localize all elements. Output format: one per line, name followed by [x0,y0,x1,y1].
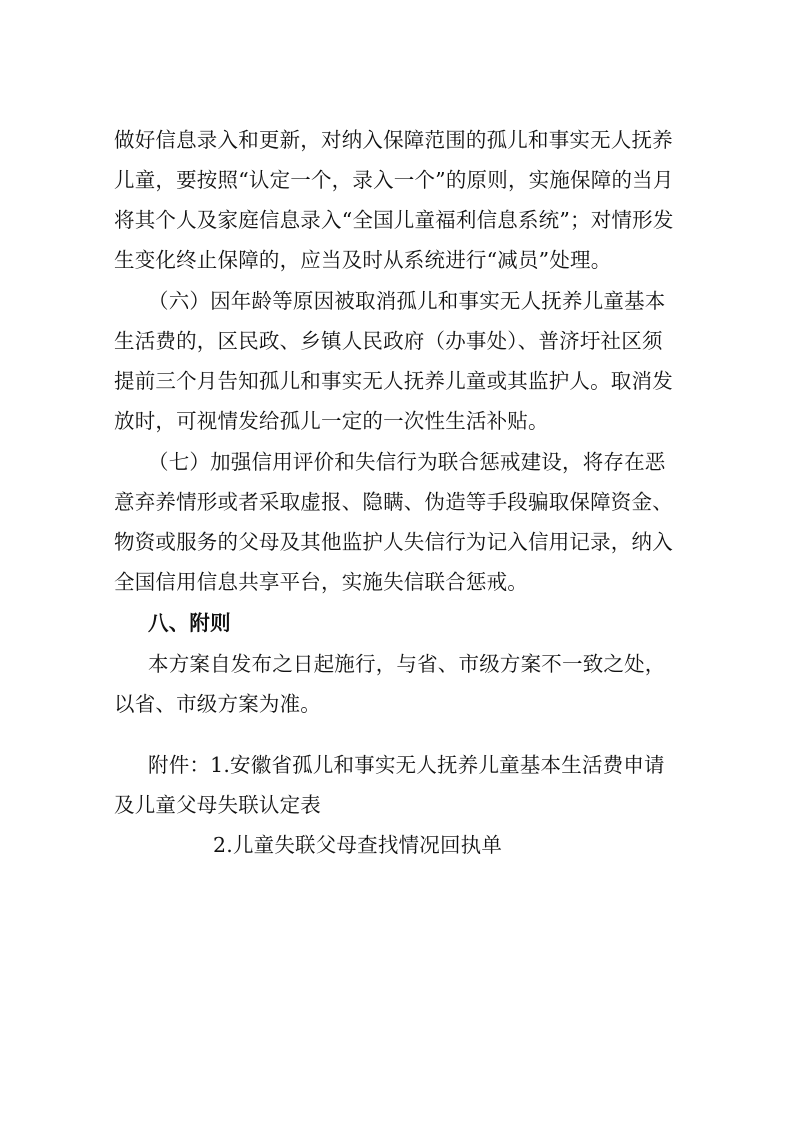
text-line: 生活费的，区民政、乡镇人民政府（办事处）、普济圩社区须 [114,329,663,353]
text-line: 提前三个月告知孤儿和事实无人抚养儿童或其监护人。取消发 [114,369,673,393]
text-line: 以省、市级方案为准。 [114,692,321,716]
text-line: 全国信用信息共享平台，实施失信联合惩戒。 [114,570,528,594]
attachment-line: 附件：1.安徽省孤儿和事实无人抚养儿童基本生活费申请 [148,753,665,777]
text-line: 生变化终止保障的，应当及时从系统进行“减员”处理。 [114,248,612,272]
text-line: 儿童，要按照“认定一个，录入一个”的原则，实施保障的当月 [114,168,674,192]
text-line: 意弃养情形或者采取虚报、隐瞒、伪造等手段骗取保障资金、 [114,490,673,514]
section-heading: 八、附则 [148,611,231,635]
text-line: （七）加强信用评价和失信行为联合惩戒建设，将存在恶 [148,450,666,474]
text-line: 做好信息录入和更新，对纳入保障范围的孤儿和事实无人抚养 [114,128,673,152]
text-line: 放时，可视情发给孤儿一定的一次性生活补贴。 [114,409,549,433]
text-line: 物资或服务的父母及其他监护人失信行为记入信用记录，纳入 [114,530,673,554]
attachment-line: 及儿童父母失联认定表 [114,793,321,817]
text-line: 将其个人及家庭信息录入“全国儿童福利信息系统”；对情形发 [114,208,674,232]
text-line: （六）因年龄等原因被取消孤儿和事实无人抚养儿童基本 [148,289,666,313]
text-line: 本方案自发布之日起施行，与省、市级方案不一致之处， [148,652,666,676]
attachment-line: 2.儿童失联父母查找情况回执单 [213,833,503,857]
